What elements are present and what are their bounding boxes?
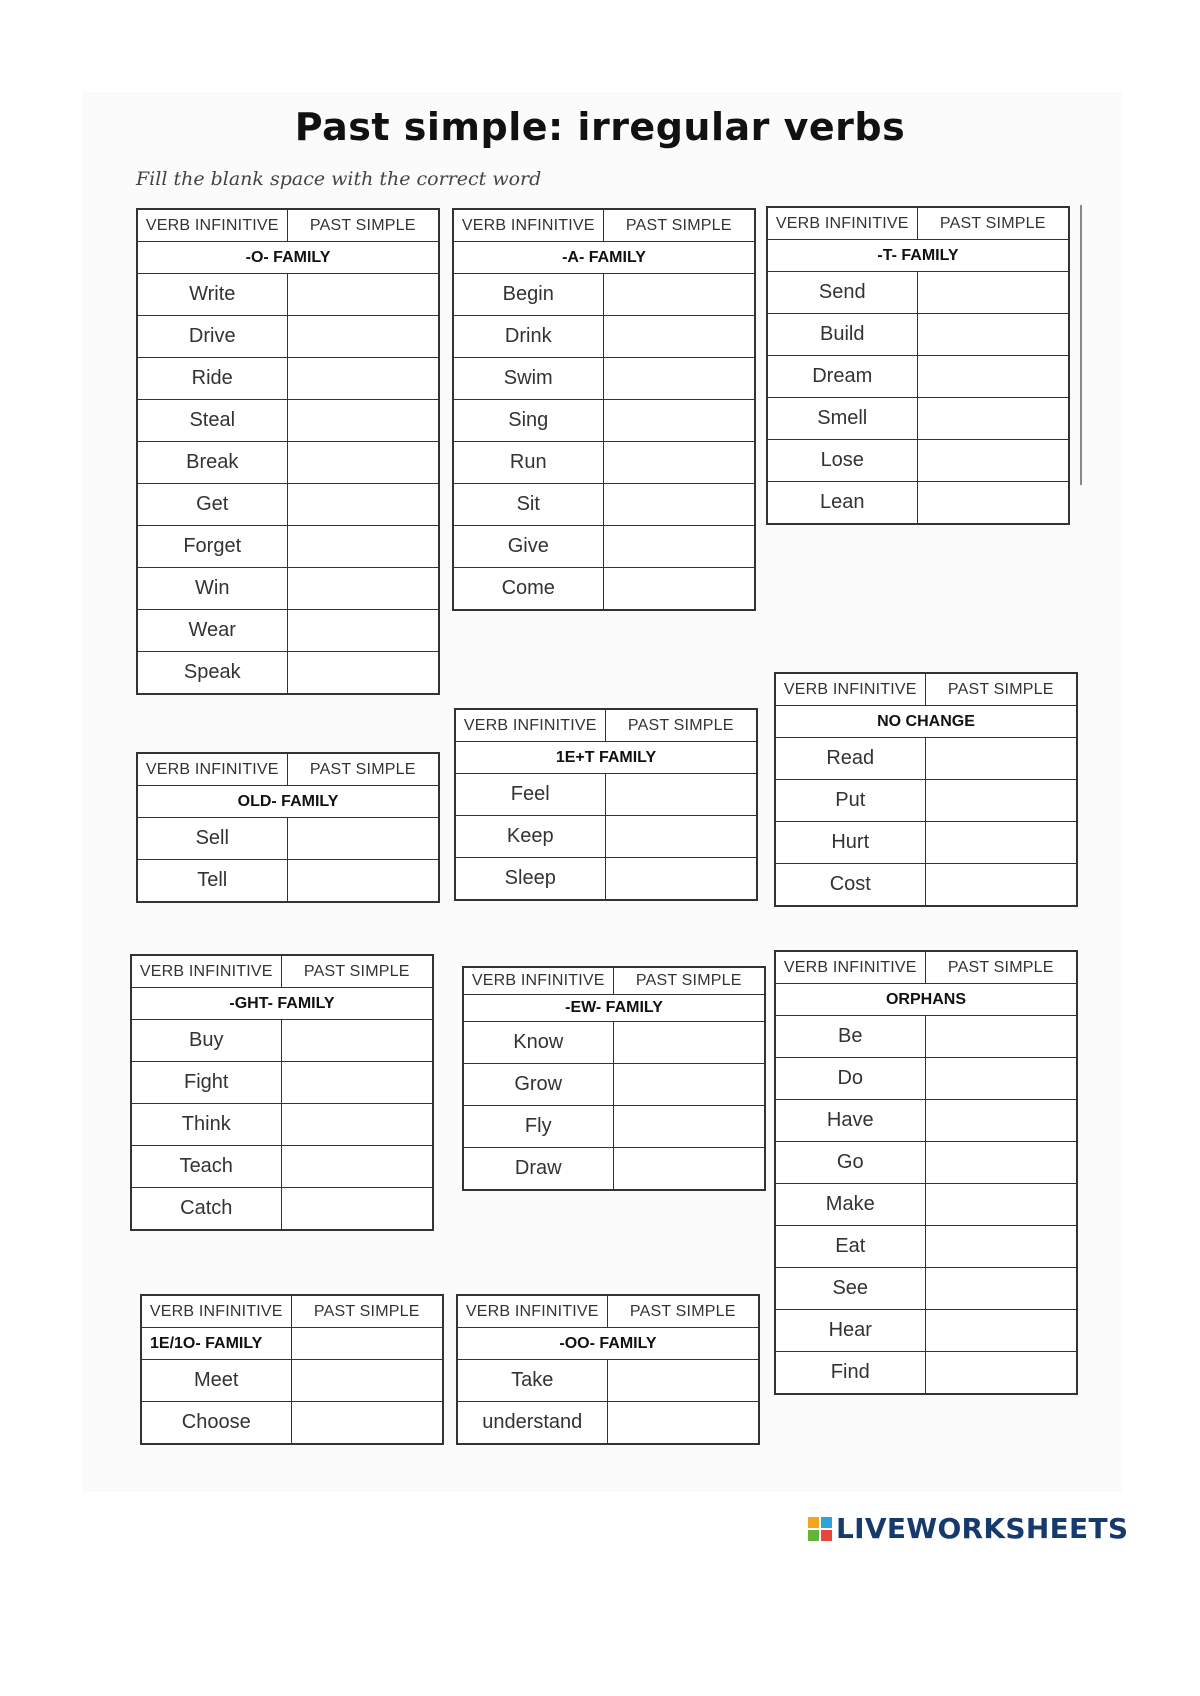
answer-cell[interactable] — [917, 440, 1069, 482]
answer-cell[interactable] — [917, 314, 1069, 356]
answer-cell[interactable] — [603, 358, 755, 400]
answer-cell[interactable] — [917, 398, 1069, 440]
no-change-table — [774, 672, 1078, 907]
family-title: -A- FAMILY — [453, 242, 755, 274]
family-title: OLD- FAMILY — [137, 786, 439, 818]
answer-cell[interactable] — [287, 400, 439, 442]
verb-cell: Grow — [463, 1064, 613, 1106]
answer-cell[interactable] — [603, 442, 755, 484]
answer-cell[interactable] — [925, 1016, 1077, 1058]
verb-cell: Catch — [131, 1188, 281, 1231]
column-header-past: PAST SIMPLE — [917, 207, 1069, 240]
column-header-verb: VERB INFINITIVE — [457, 1295, 607, 1328]
verb-cell: Steal — [137, 400, 287, 442]
answer-cell[interactable] — [291, 1328, 443, 1360]
answer-cell[interactable] — [925, 1100, 1077, 1142]
verb-cell: Win — [137, 568, 287, 610]
verb-cell: Draw — [463, 1148, 613, 1191]
answer-cell[interactable] — [287, 274, 439, 316]
answer-cell[interactable] — [281, 1104, 433, 1146]
column-header-past: PAST SIMPLE — [613, 967, 765, 995]
answer-cell[interactable] — [605, 774, 757, 816]
verb-cell: Smell — [767, 398, 917, 440]
family-title: NO CHANGE — [775, 706, 1077, 738]
column-header-past: PAST SIMPLE — [281, 955, 433, 988]
verb-cell: Give — [453, 526, 603, 568]
1e-t-family-table — [454, 708, 758, 901]
answer-cell[interactable] — [287, 818, 439, 860]
verb-cell: Hear — [775, 1310, 925, 1352]
answer-cell[interactable] — [287, 316, 439, 358]
verb-cell: Dream — [767, 356, 917, 398]
answer-cell[interactable] — [287, 484, 439, 526]
column-header-past: PAST SIMPLE — [287, 753, 439, 786]
answer-cell[interactable] — [603, 316, 755, 358]
column-header-verb: VERB INFINITIVE — [775, 951, 925, 984]
verb-cell: Begin — [453, 274, 603, 316]
verb-cell: Sleep — [455, 858, 605, 901]
answer-cell[interactable] — [287, 526, 439, 568]
verb-cell: Break — [137, 442, 287, 484]
verb-cell: understand — [457, 1402, 607, 1445]
family-title: 1E/1O- FAMILY — [141, 1328, 291, 1360]
answer-cell[interactable] — [287, 652, 439, 695]
answer-cell[interactable] — [925, 1352, 1077, 1395]
family-title: -EW- FAMILY — [463, 995, 765, 1022]
answer-cell[interactable] — [287, 568, 439, 610]
answer-cell[interactable] — [925, 780, 1077, 822]
verb-cell: Read — [775, 738, 925, 780]
brand-logo — [808, 1512, 1128, 1545]
verb-cell: Be — [775, 1016, 925, 1058]
answer-cell[interactable] — [603, 274, 755, 316]
verb-cell: Buy — [131, 1020, 281, 1062]
verb-cell: Write — [137, 274, 287, 316]
a-family-table — [452, 208, 756, 611]
verb-cell: Run — [453, 442, 603, 484]
column-header-past: PAST SIMPLE — [291, 1295, 443, 1328]
column-header-verb: VERB INFINITIVE — [137, 209, 287, 242]
column-header-past: PAST SIMPLE — [287, 209, 439, 242]
verb-cell: Sell — [137, 818, 287, 860]
verb-cell: Wear — [137, 610, 287, 652]
verb-cell: Build — [767, 314, 917, 356]
page-title: Past simple: irregular verbs — [294, 105, 906, 149]
verb-cell: Drink — [453, 316, 603, 358]
answer-cell[interactable] — [925, 1184, 1077, 1226]
brand-text: LIVEWORKSHEETS — [836, 1512, 1129, 1545]
verb-cell: Put — [775, 780, 925, 822]
answer-cell[interactable] — [925, 1310, 1077, 1352]
verb-cell: Sit — [453, 484, 603, 526]
column-header-verb: VERB INFINITIVE — [137, 753, 287, 786]
answer-cell[interactable] — [613, 1106, 765, 1148]
column-header-verb: VERB INFINITIVE — [775, 673, 925, 706]
answer-cell[interactable] — [287, 610, 439, 652]
answer-cell[interactable] — [281, 1020, 433, 1062]
verb-cell: Tell — [137, 860, 287, 903]
verb-cell: Drive — [137, 316, 287, 358]
verb-cell: Ride — [137, 358, 287, 400]
t-family-table — [766, 206, 1070, 525]
answer-cell[interactable] — [605, 816, 757, 858]
family-title: -O- FAMILY — [137, 242, 439, 274]
verb-cell: Fight — [131, 1062, 281, 1104]
column-header-verb: VERB INFINITIVE — [131, 955, 281, 988]
column-header-verb: VERB INFINITIVE — [463, 967, 613, 995]
verb-cell: Eat — [775, 1226, 925, 1268]
answer-cell[interactable] — [291, 1360, 443, 1402]
answer-cell[interactable] — [917, 356, 1069, 398]
old-family-table — [136, 752, 440, 903]
answer-cell[interactable] — [281, 1062, 433, 1104]
answer-cell[interactable] — [281, 1188, 433, 1231]
ew-family-table — [462, 966, 766, 1191]
answer-cell[interactable] — [607, 1360, 759, 1402]
family-title: -OO- FAMILY — [457, 1328, 759, 1360]
column-header-verb: VERB INFINITIVE — [767, 207, 917, 240]
answer-cell[interactable] — [925, 822, 1077, 864]
answer-cell[interactable] — [291, 1402, 443, 1445]
oo-family-table — [456, 1294, 760, 1445]
answer-cell[interactable] — [925, 1142, 1077, 1184]
family-title: ORPHANS — [775, 984, 1077, 1016]
answer-cell[interactable] — [603, 526, 755, 568]
answer-cell[interactable] — [925, 1226, 1077, 1268]
column-header-past: PAST SIMPLE — [607, 1295, 759, 1328]
verb-cell: Teach — [131, 1146, 281, 1188]
column-header-past: PAST SIMPLE — [605, 709, 757, 742]
column-header-verb: VERB INFINITIVE — [455, 709, 605, 742]
verb-cell: Feel — [455, 774, 605, 816]
verb-cell: See — [775, 1268, 925, 1310]
answer-cell[interactable] — [603, 484, 755, 526]
verb-cell: Speak — [137, 652, 287, 695]
verb-cell: Lose — [767, 440, 917, 482]
verb-cell: Take — [457, 1360, 607, 1402]
answer-cell[interactable] — [925, 738, 1077, 780]
verb-cell: Do — [775, 1058, 925, 1100]
verb-cell: Know — [463, 1022, 613, 1064]
instruction-text: Fill the blank space with the correct word — [136, 168, 542, 190]
verb-cell: Find — [775, 1352, 925, 1395]
answer-cell[interactable] — [925, 1058, 1077, 1100]
verb-cell: Send — [767, 272, 917, 314]
answer-cell[interactable] — [607, 1402, 759, 1445]
verb-cell: Meet — [141, 1360, 291, 1402]
column-header-past: PAST SIMPLE — [603, 209, 755, 242]
ght-family-table — [130, 954, 434, 1231]
answer-cell[interactable] — [603, 568, 755, 611]
verb-cell: Choose — [141, 1402, 291, 1445]
column-header-past: PAST SIMPLE — [925, 951, 1077, 984]
verb-cell: Come — [453, 568, 603, 611]
verb-cell: Hurt — [775, 822, 925, 864]
column-header-past: PAST SIMPLE — [925, 673, 1077, 706]
column-header-verb: VERB INFINITIVE — [141, 1295, 291, 1328]
column-header-verb: VERB INFINITIVE — [453, 209, 603, 242]
answer-cell[interactable] — [603, 400, 755, 442]
answer-cell[interactable] — [917, 482, 1069, 525]
1e-1o-family-table — [140, 1294, 444, 1445]
verb-cell: Swim — [453, 358, 603, 400]
answer-cell[interactable] — [287, 860, 439, 903]
answer-cell[interactable] — [925, 864, 1077, 907]
orphans-table — [774, 950, 1078, 1395]
answer-cell[interactable] — [925, 1268, 1077, 1310]
verb-cell: Go — [775, 1142, 925, 1184]
answer-cell[interactable] — [287, 442, 439, 484]
family-title: -T- FAMILY — [767, 240, 1069, 272]
answer-cell[interactable] — [613, 1022, 765, 1064]
liveworksheets-icon — [808, 1517, 832, 1541]
answer-cell[interactable] — [287, 358, 439, 400]
verb-cell: Cost — [775, 864, 925, 907]
o-family-table — [136, 208, 440, 695]
verb-cell: Forget — [137, 526, 287, 568]
verb-cell: Make — [775, 1184, 925, 1226]
verb-cell: Get — [137, 484, 287, 526]
answer-cell[interactable] — [281, 1146, 433, 1188]
divider-line — [1080, 205, 1082, 485]
verb-cell: Keep — [455, 816, 605, 858]
verb-cell: Sing — [453, 400, 603, 442]
answer-cell[interactable] — [917, 272, 1069, 314]
family-title: 1E+T FAMILY — [455, 742, 757, 774]
answer-cell[interactable] — [605, 858, 757, 901]
verb-cell: Think — [131, 1104, 281, 1146]
verb-cell: Fly — [463, 1106, 613, 1148]
verb-cell: Have — [775, 1100, 925, 1142]
verb-cell: Lean — [767, 482, 917, 525]
answer-cell[interactable] — [613, 1148, 765, 1191]
answer-cell[interactable] — [613, 1064, 765, 1106]
family-title: -GHT- FAMILY — [131, 988, 433, 1020]
